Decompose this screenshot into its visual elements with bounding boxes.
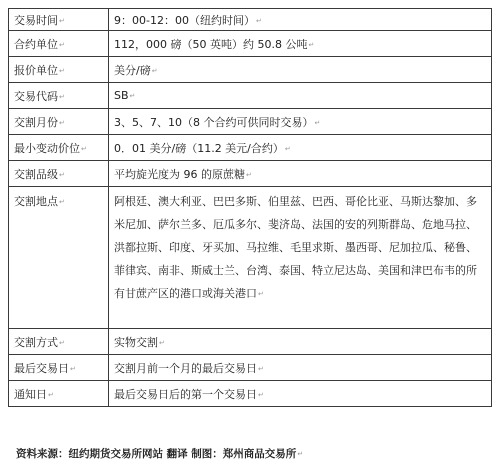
- row-label-min-tick: 最小变动价位↵: [9, 135, 109, 161]
- row-value-quote-unit: 美分/磅↵: [109, 57, 492, 83]
- table-row: [9, 135, 492, 161]
- row-label-delivery-method: 交割方式↵: [9, 329, 109, 355]
- row-value-last-trading-day: 交割月前一个月的最后交易日↵: [109, 355, 492, 381]
- contract-spec-table: [8, 8, 492, 407]
- row-value-delivery-months: 3、5、7、10（8 个合约可供同时交易）↵: [109, 109, 492, 135]
- table-row: [9, 109, 492, 135]
- row-label-quote-unit: 报价单位↵: [9, 57, 109, 83]
- row-label-delivery-grade: 交割品级↵: [9, 161, 109, 187]
- row-value-delivery-grade: 平均旋光度为 96 的原蔗糖↵: [109, 161, 492, 187]
- row-label-contract-unit: 合约单位↵: [9, 31, 109, 57]
- row-label-trading-hours: 交易时间↵: [9, 9, 109, 31]
- row-value-delivery-method: 实物交割↵: [109, 329, 492, 355]
- source-note: 资料来源：纽约期货交易所网站 翻译 制图：郑州商品交易所↵: [16, 448, 304, 460]
- row-value-contract-unit: 112，000 磅（50 英吨）约 50.8 公吨↵: [109, 31, 492, 57]
- row-label-notice-day: 通知日↵: [9, 381, 109, 407]
- row-label-trading-code: 交易代码↵: [9, 83, 109, 109]
- table-row: [9, 83, 492, 109]
- table-row: [9, 187, 492, 329]
- row-label-delivery-months: 交割月份↵: [9, 109, 109, 135]
- row-value-min-tick: 0．01 美分/磅（11.2 美元/合约）↵: [109, 135, 492, 161]
- row-value-notice-day: 最后交易日后的第一个交易日↵: [109, 381, 492, 407]
- table-row: [9, 31, 492, 57]
- row-value-delivery-points: 阿根廷、澳大利亚、巴巴多斯、伯里兹、巴西、哥伦比亚、马斯达黎加、多米尼加、萨尔兰多、厄瓜多尔、斐济岛、法国的安的列斯群岛、危地马拉、洪都拉斯、印度、牙买加、马拉维、毛里求斯、墨西哥、尼加拉瓜、秘鲁、菲律宾、南非、斯威士兰、台湾、泰国、特立尼达岛、美国和津巴布韦的所有甘蔗产区的港口或海关港口↵: [109, 187, 492, 329]
- table-row: [9, 355, 492, 381]
- table-row: [9, 329, 492, 355]
- table-row: [9, 9, 492, 31]
- row-label-delivery-points: 交割地点↵: [9, 187, 109, 329]
- table-row: [9, 381, 492, 407]
- table-row: [9, 57, 492, 83]
- row-value-trading-code: SB↵: [109, 83, 492, 109]
- row-value-trading-hours: 9：00-12：00（纽约时间）↵: [109, 9, 492, 31]
- row-label-last-trading-day: 最后交易日↵: [9, 355, 109, 381]
- table-row: [9, 161, 492, 187]
